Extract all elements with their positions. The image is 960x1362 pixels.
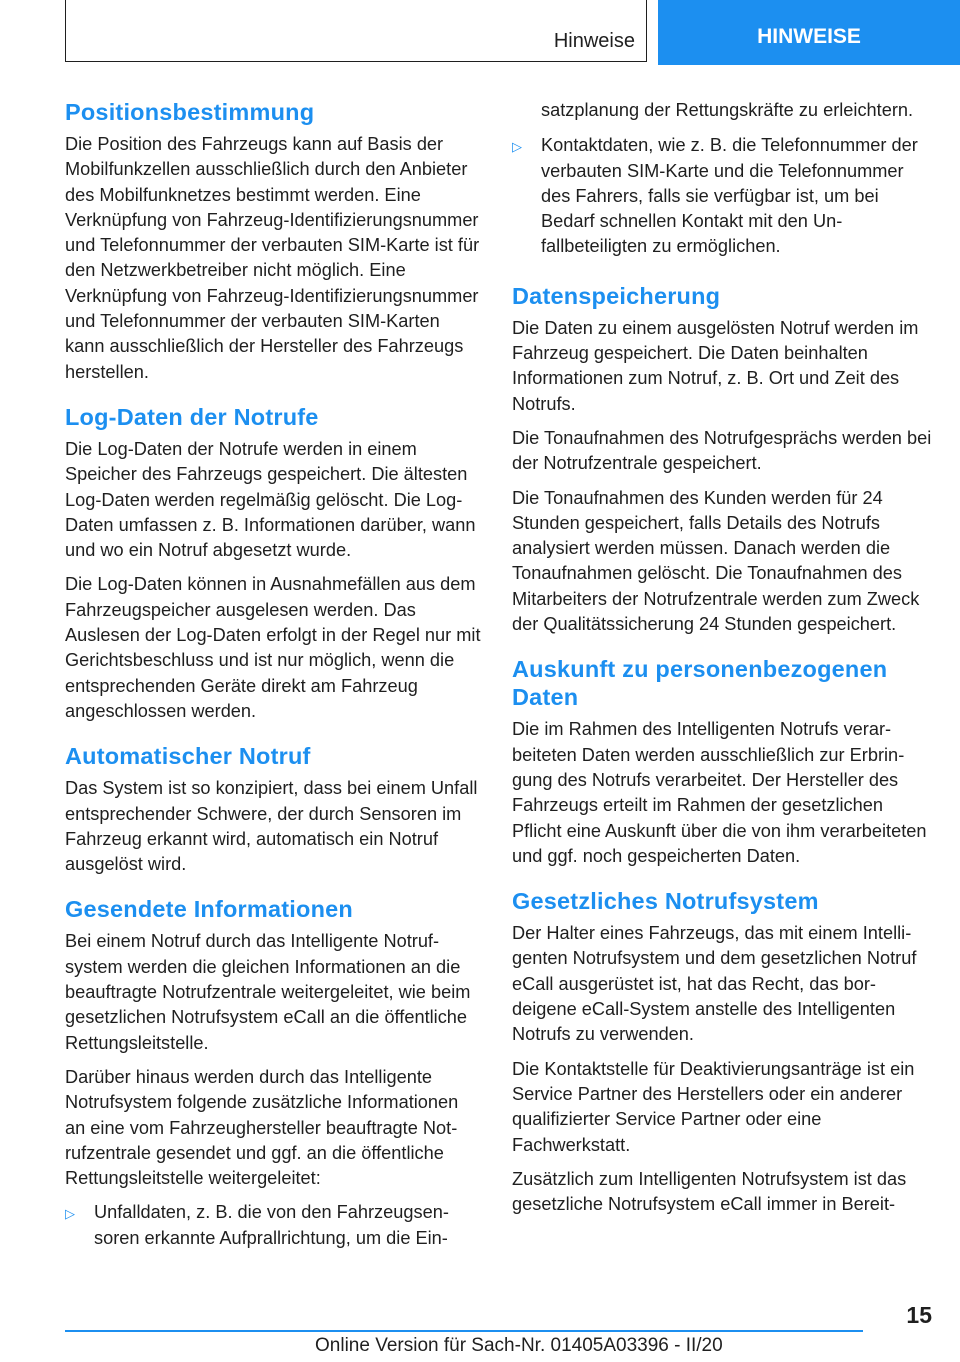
list-item-continuation: satzplanung der Rettungskräfte zu erleichtern. [541,100,914,120]
paragraph: Zusätzlich zum Intelligenten Notrufsystem ist das gesetzliche Notrufsystem eCall immer in Bereit- [512,1168,907,1215]
section-positionsbestimmung [65,98,481,385]
section-gesendete-informationen [65,895,481,1251]
header-tab-label: HINWEISE [757,24,861,48]
heading-automatischer-notruf: Automatischer Notruf [65,743,311,770]
paragraph: Der Halter eines Fahrzeugs, das mit einem Intelligenten Notrufsystem und dem gesetzlichen Notruf eCall ausgerüstet ist, hat das Recht, das bordeigene eCall-System anstelle des Intelligenten Notrufs zu verwenden. [512,923,917,1045]
paragraph: Die Log-Daten der Notrufe werden in einem Speicher des Fahrzeugs gespeichert. Die ältesten Log-Daten werden regelmäßig gelöscht. Die Log-Daten umfassen z. B. Informationen darüber, wann und wo ein Notruf abgesetzt wurde. [65,438,476,561]
section-datenspeicherung [512,282,932,638]
paragraph: Bei einem Notruf durch das Intelligente Notrufsystem werden die gleichen Informationen an die beauftragte Notrufzentrale weitergeleitet, wie beim gesetzlichen Notrufsystem eCall an die öffentliche Rettungsleitstelle. [65,931,471,1053]
paragraph: Die Tonaufnahmen des Kunden werden für 24 Stunden gespeichert, falls Details des Notrufs analysiert werden müssen. Danach werden die Tonaufnahmen gelöscht. Die Tonaufnahmen des Mitarbeiters der Notrufzentrale werden zum Zweck der Qualitätssicherung 24 Stunden gespeichert. [512,487,920,635]
section-automatischer-notruf [65,742,481,877]
heading-datenspeicherung: Datenspeicherung [512,282,721,309]
footer-divider [65,1330,863,1332]
heading-gesendete-informationen: Gesendete Informationen [65,896,353,923]
page-number: 15 [906,1302,932,1328]
paragraph: Die im Rahmen des Intelligenten Notrufs verarbeiteten Daten werden ausschließlich zur Erbringung des Notrufs verarbeitet. Der Hersteller des Fahrzeugs erteilt im Rahmen der gesetzlichen Pflicht eine Auskunft über die von ihm verarbeiteten und ggf. noch gespeicherten Daten. [512,719,927,866]
bullet-list [65,1200,481,1251]
header-tab [658,0,960,65]
list-item [512,133,932,259]
section-log-daten [65,403,481,724]
bullet-list [512,133,932,259]
heading-auskunft: Auskunft zu personenbezogenen Daten [512,656,888,711]
triangle-bullet-icon: ▷ [512,139,522,155]
header-section-label: Hinweise [553,30,635,52]
paragraph: Die Tonaufnahmen des Notrufgesprächs werden bei der Notrufzentrale gespeichert. [512,427,932,474]
paragraph: Die Log-Daten können in Ausnahmefällen aus dem Fahrzeugspeicher ausgelesen werden. Das Auslesen der Log-Daten erfolgt in der Regel nur mit Gerichtsbeschluss und ist nur möglich, wenn die entsprechenden Geräte direkt am Fahrzeug angeschlossen werden. [65,574,481,721]
list-item [65,1200,481,1251]
paragraph: Darüber hinaus werden durch das Intelligente Notrufsystem folgende zusätzliche Informationen an eine vom Fahrzeughersteller beauftragte Notrufzentrale gesendet und ggf. an die öffentliche Rettungsleitstelle weitergeleitet: [65,1066,459,1189]
footer-online-version: Online Version für Sach-Nr. 01405A03396 - II/20 [315,1335,723,1356]
left-column [65,98,481,1269]
right-column [512,98,932,1235]
heading-gesetzliches-notrufsystem: Gesetzliches Notrufsystem [512,888,819,915]
section-auskunft [512,655,932,869]
paragraph: Die Daten zu einem ausgelösten Notruf werden im Fahrzeug gespeichert. Die Daten beinhalten Informationen zum Notruf, z. B. Ort und Zeit des Notrufs. [512,317,919,414]
paragraph: Die Position des Fahrzeugs kann auf Basis der Mobilfunkzellen ausschließlich durch den Anbieter des Mobilfunknetzes bestimmt werden. Eine Verknüpfung von Fahrzeug-Identifizierungsnummer und Telefonnummer der verbauten SIM-Karte ist für den Netzwerkbetreiber nicht möglich. Eine Verknüpfung von Fahrzeug-Identifizierungsnummer und Telefonnummer der verbauten SIM-Karten kann ausschließlich der Hersteller des Fahrzeugs herstellen. [65,134,480,382]
list-item-text: Unfalldaten, z. B. die von den Fahrzeugsensoren erkannte Aufprallrichtung, um die Ein- [94,1202,449,1248]
triangle-bullet-icon: ▷ [65,1206,75,1222]
paragraph: Die Kontaktstelle für Deaktivierungsanträge ist ein Service Partner des Herstellers oder ein anderer qualifizierter Service Partner oder eine Fachwerkstatt. [512,1058,915,1155]
list-item-text: Kontaktdaten, wie z. B. die Telefonnummer der verbauten SIM-Karte und die Telefonnummer des Fahrers, falls sie verfügbar ist, um bei Bedarf schnellen Kontakt mit den Unfallbeteiligten zu ermöglichen. [541,135,918,257]
heading-log-daten: Log-Daten der Notrufe [65,403,319,430]
paragraph: Das System ist so konzipiert, dass bei einem Unfall entsprechender Schwere, der durch Sensoren im Fahrzeug erkannt wird, automatisch ein Notruf ausgelöst wird. [65,778,478,875]
heading-positionsbestimmung: Positionsbestimmung [65,99,315,125]
section-gesetzliches-notrufsystem [512,887,932,1217]
